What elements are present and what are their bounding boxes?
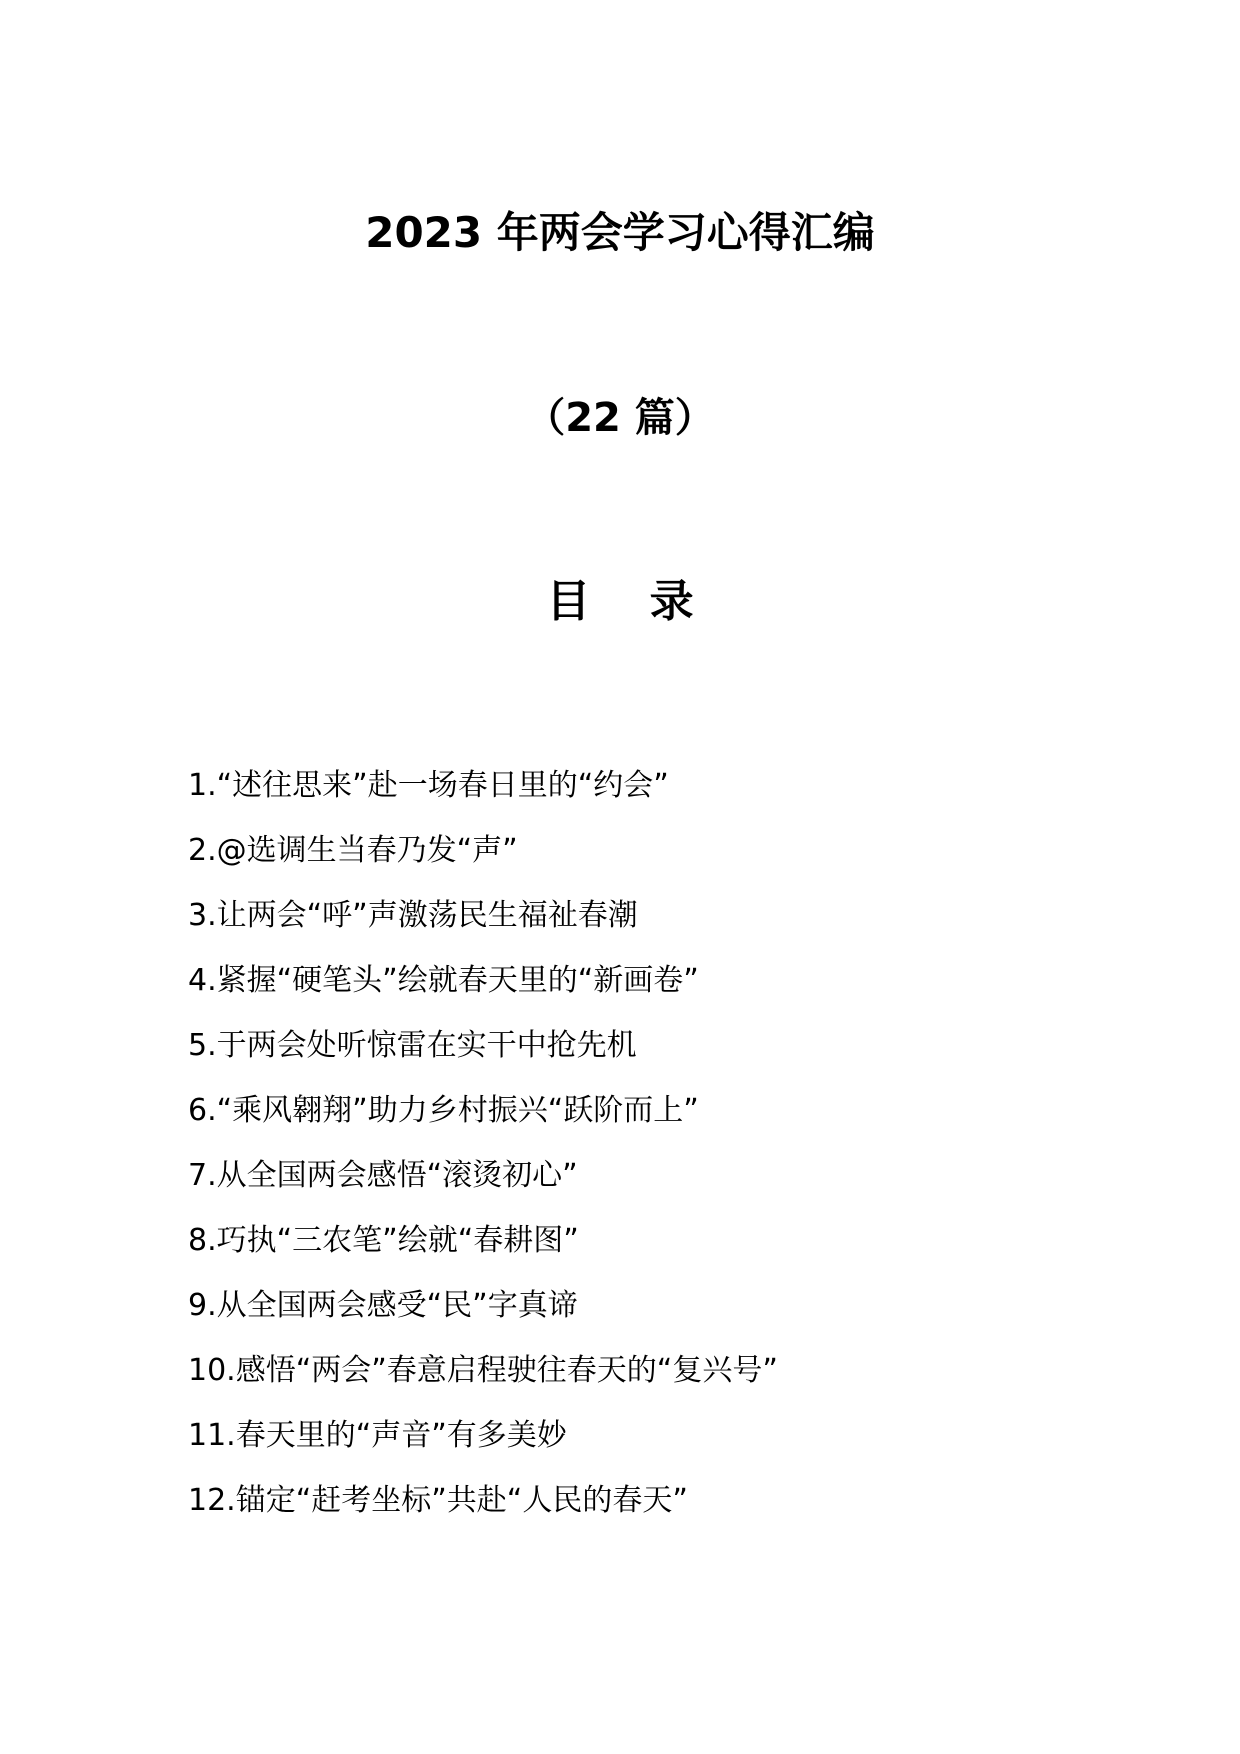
document-subtitle: （22 篇） xyxy=(525,395,715,441)
toc-item-4: 4.紧握“硬笔头”绘就春天里的“新画卷” xyxy=(188,963,699,998)
toc-item-2: 2.@选调生当春乃发“声” xyxy=(188,833,518,868)
toc-item-3: 3.让两会“呼”声激荡民生福祉春潮 xyxy=(188,898,638,933)
toc-item-10: 10.感悟“两会”春意启程驶往春天的“复兴号” xyxy=(188,1353,778,1388)
toc-item-7: 7.从全国两会感悟“滚烫初心” xyxy=(188,1158,578,1193)
toc-item-8: 8.巧执“三农笔”绘就“春耕图” xyxy=(188,1223,579,1258)
toc-item-12: 12.锚定“赶考坐标”共赴“人民的春天” xyxy=(188,1483,688,1518)
toc-item-9: 9.从全国两会感受“民”字真谛 xyxy=(188,1288,578,1323)
document-title: 2023 年两会学习心得汇编 xyxy=(365,208,875,257)
toc-item-11: 11.春天里的“声音”有多美妙 xyxy=(188,1418,567,1453)
toc-heading: 目 录 xyxy=(546,576,716,627)
toc-item-1: 1.“述往思来”赴一场春日里的“约会” xyxy=(188,768,669,803)
toc-item-5: 5.于两会处听惊雷在实干中抢先机 xyxy=(188,1028,637,1063)
table-of-contents xyxy=(188,768,1088,1548)
toc-item-6: 6.“乘风翱翔”助力乡村振兴“跃阶而上” xyxy=(188,1093,699,1128)
